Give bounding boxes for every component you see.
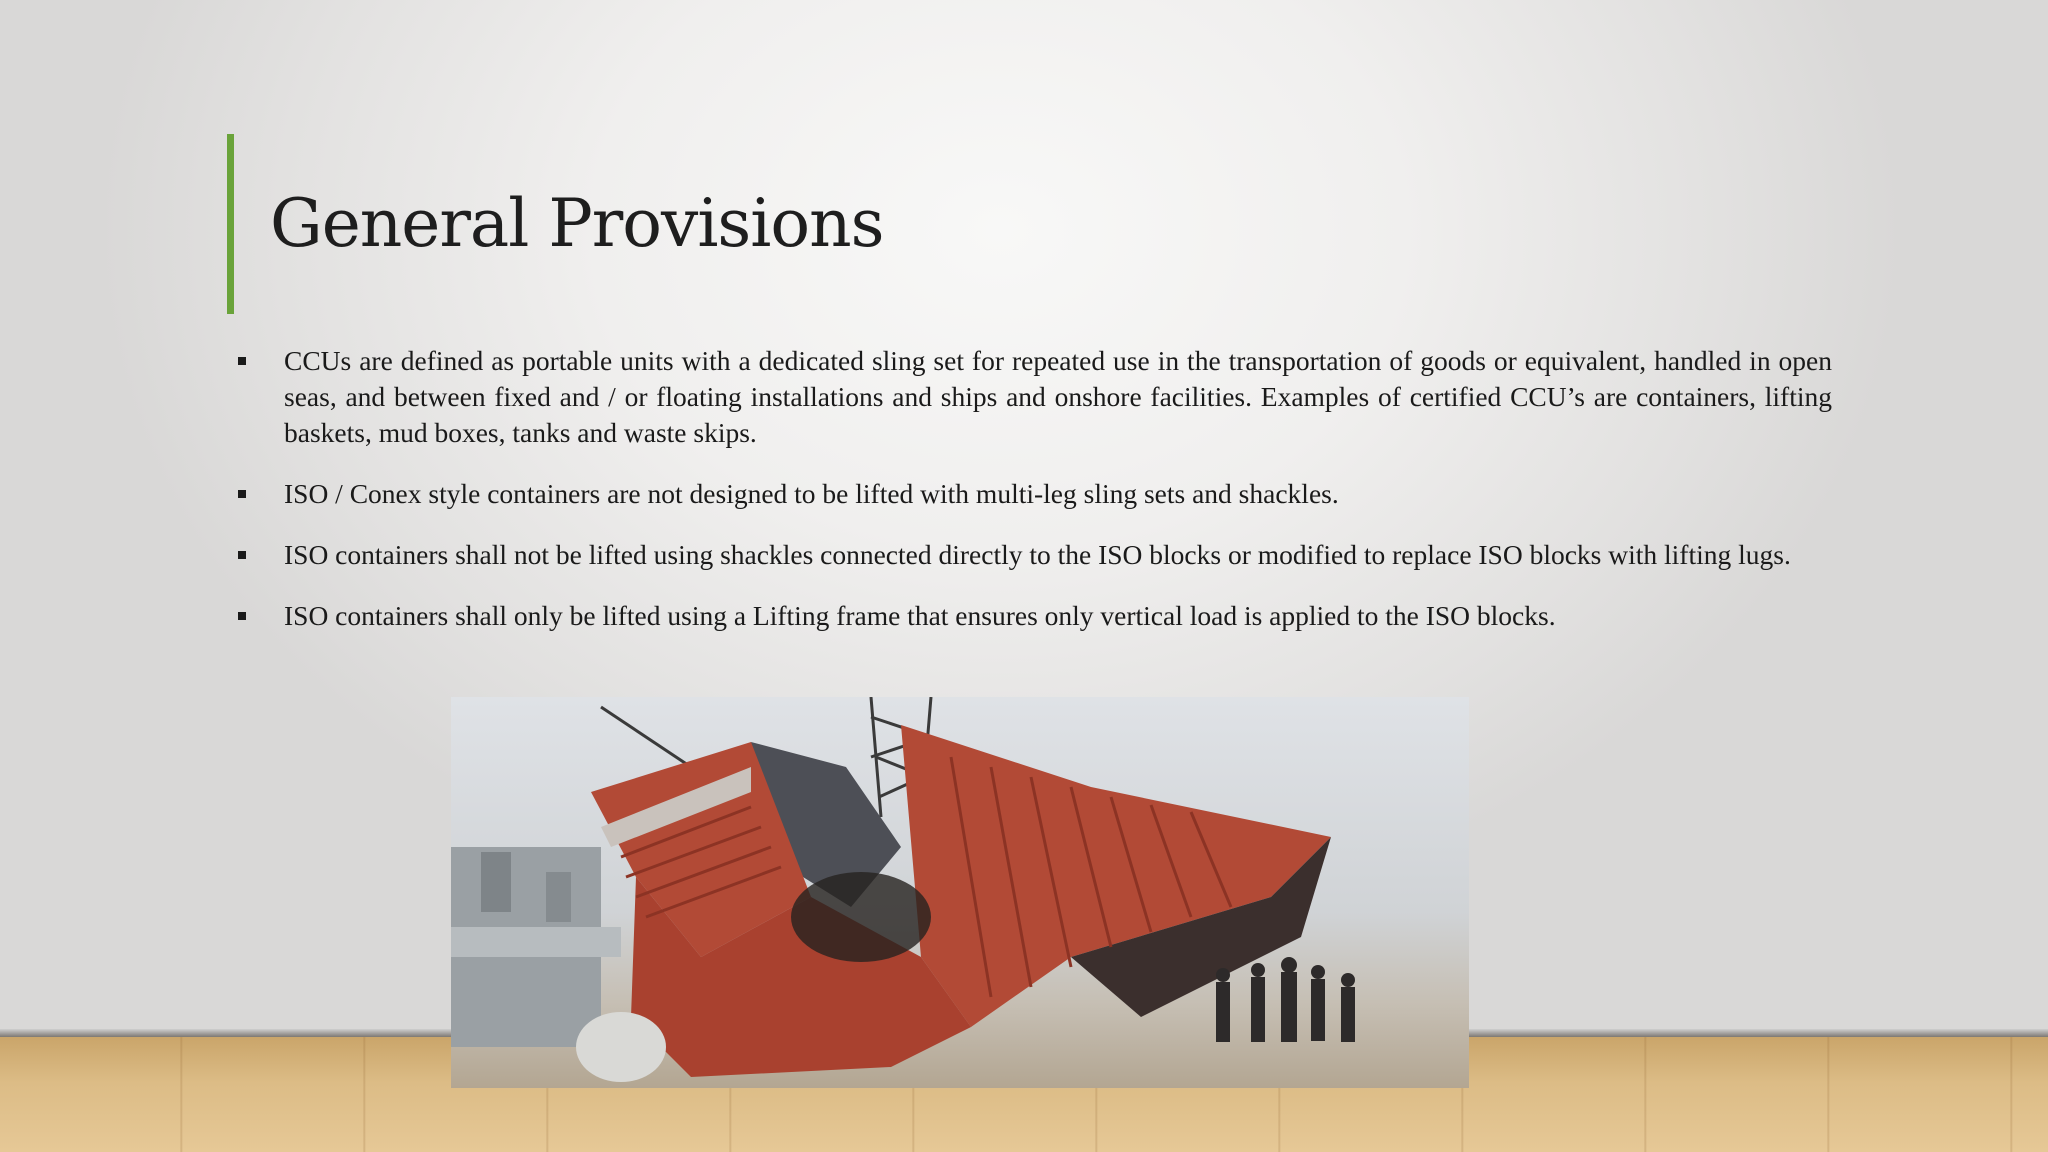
title-accent-bar (227, 134, 234, 314)
bullet-square-icon (238, 551, 246, 559)
photo-bent-container-icon (451, 697, 1469, 1088)
bullet-text: ISO containers shall only be lifted using a Lifting frame that ensures only vertical load is applied to the ISO blocks. (284, 600, 1556, 631)
bullet-square-icon (238, 612, 246, 620)
bullet-text: CCUs are defined as portable units with a dedicated sling set for repeated use in the transportation of goods or equivalent, handled in open seas, and between fixed and / or floating installations and ships and onshore facilities. Examples of certified CCU’s are containers, lifting baskets, mud boxes, tanks and waste skips. (284, 345, 1832, 448)
bullet-square-icon (238, 357, 246, 365)
list-item (230, 476, 1832, 512)
bullet-list (230, 343, 1832, 659)
bullet-text: ISO containers shall not be lifted using shackles connected directly to the ISO blocks or modified to replace ISO blocks with lifting lugs. (284, 539, 1791, 570)
bent-container-photo (451, 697, 1469, 1088)
list-item (230, 537, 1832, 573)
page-title: General Provisions (270, 185, 884, 262)
list-item (230, 598, 1832, 634)
bullet-square-icon (238, 490, 246, 498)
list-item (230, 343, 1832, 451)
bullet-text: ISO / Conex style containers are not designed to be lifted with multi-leg sling sets and shackles. (284, 478, 1339, 509)
